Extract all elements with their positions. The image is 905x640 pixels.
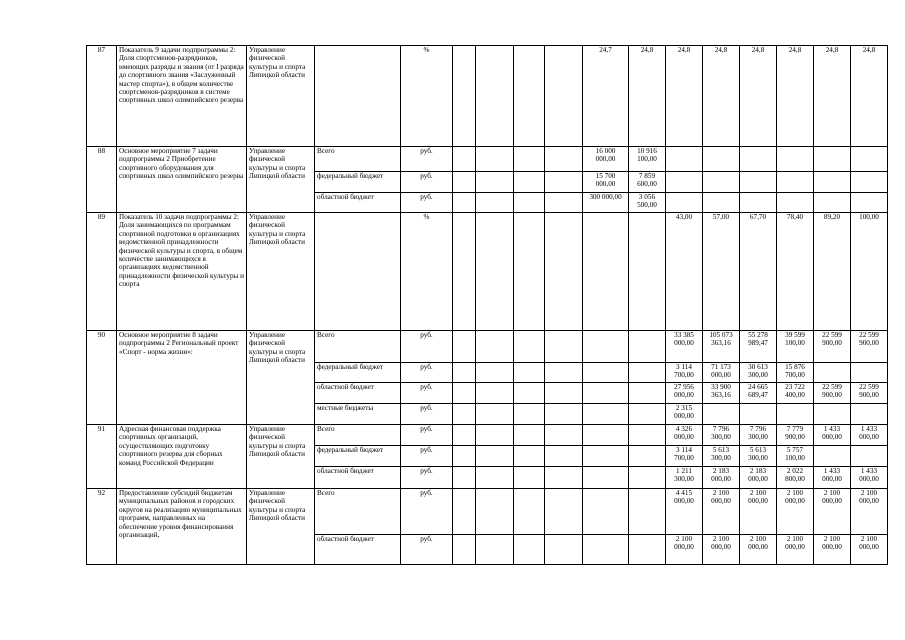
unit-cell: руб. bbox=[401, 172, 453, 193]
value-cell: 23 722 400,00 bbox=[777, 383, 814, 404]
value-cell bbox=[583, 535, 629, 565]
value-cell: 10 916 100,00 bbox=[629, 147, 666, 172]
value-cell bbox=[629, 425, 666, 446]
value-cell bbox=[851, 404, 888, 425]
value-cell: 2 100 000,00 bbox=[851, 489, 888, 535]
empty-cell bbox=[545, 363, 583, 383]
funding-source: областной бюджет bbox=[315, 535, 401, 565]
empty-cell bbox=[545, 383, 583, 404]
empty-cell bbox=[476, 46, 514, 147]
value-cell bbox=[703, 172, 740, 193]
value-cell: 4 415 000,00 bbox=[666, 489, 703, 535]
responsible-org: Управление физической культуры и спорта Липецкой области bbox=[247, 331, 315, 425]
empty-cell bbox=[514, 404, 545, 425]
empty-cell bbox=[514, 363, 545, 383]
empty-cell bbox=[476, 446, 514, 467]
unit-cell: руб. bbox=[401, 383, 453, 404]
value-cell: 22 599 900,00 bbox=[851, 383, 888, 404]
empty-cell bbox=[476, 467, 514, 489]
table-row bbox=[87, 46, 888, 147]
value-cell bbox=[629, 213, 666, 331]
empty-cell bbox=[453, 467, 476, 489]
value-cell: 2 315 000,00 bbox=[666, 404, 703, 425]
empty-cell bbox=[476, 404, 514, 425]
funding-source: федеральный бюджет bbox=[315, 172, 401, 193]
unit-cell: руб. bbox=[401, 446, 453, 467]
unit-cell: руб. bbox=[401, 404, 453, 425]
value-cell: 2 100 000,00 bbox=[814, 535, 851, 565]
row-number: 87 bbox=[87, 46, 117, 147]
value-cell bbox=[777, 404, 814, 425]
value-cell bbox=[629, 489, 666, 535]
value-cell bbox=[629, 404, 666, 425]
value-cell bbox=[703, 404, 740, 425]
empty-cell bbox=[453, 404, 476, 425]
value-cell: 22 599 900,00 bbox=[814, 331, 851, 363]
value-cell: 89,20 bbox=[814, 213, 851, 331]
value-cell: 1 433 000,00 bbox=[851, 425, 888, 446]
value-cell bbox=[740, 172, 777, 193]
value-cell: 2 100 000,00 bbox=[851, 535, 888, 565]
value-cell: 3 056 500,00 bbox=[629, 193, 666, 213]
value-cell bbox=[703, 193, 740, 213]
value-cell bbox=[666, 147, 703, 172]
value-cell bbox=[583, 489, 629, 535]
value-cell: 27 956 000,00 bbox=[666, 383, 703, 404]
row-title: Адресная финансовая поддержка спортивных организаций, осуществляющих подготовку спортивного резерва для сборных команд Российской Федерации bbox=[117, 425, 247, 489]
empty-cell bbox=[545, 172, 583, 193]
unit-cell: руб. bbox=[401, 425, 453, 446]
funding-source: Всего bbox=[315, 331, 401, 363]
empty-cell bbox=[545, 489, 583, 535]
unit-cell: руб. bbox=[401, 193, 453, 213]
value-cell: 2 183 000,00 bbox=[740, 467, 777, 489]
table-row bbox=[87, 425, 888, 446]
value-cell bbox=[814, 147, 851, 172]
value-cell: 300 000,00 bbox=[583, 193, 629, 213]
value-cell bbox=[777, 172, 814, 193]
value-cell: 57,00 bbox=[703, 213, 740, 331]
empty-cell bbox=[545, 193, 583, 213]
value-cell: 39 599 100,00 bbox=[777, 331, 814, 363]
value-cell bbox=[851, 363, 888, 383]
empty-cell bbox=[476, 535, 514, 565]
value-cell bbox=[851, 193, 888, 213]
value-cell bbox=[814, 404, 851, 425]
table-row bbox=[87, 489, 888, 535]
value-cell bbox=[629, 331, 666, 363]
row-title: Показатель 10 задачи подпрограммы 2: Доля занимающихся по программам спортивной подготовки в организациях ведомственной принадлежности физической культуры и спорта, в общем количестве занимающихся в организациях ведомственной принадлежности физической культуры и спорта bbox=[117, 213, 247, 331]
empty-cell bbox=[453, 425, 476, 446]
value-cell bbox=[740, 147, 777, 172]
value-cell bbox=[583, 404, 629, 425]
responsible-org: Управление физической культуры и спорта Липецкой области bbox=[247, 425, 315, 489]
empty-cell bbox=[545, 446, 583, 467]
unit-cell: руб. bbox=[401, 331, 453, 363]
value-cell: 43,00 bbox=[666, 213, 703, 331]
funding-source: областной бюджет bbox=[315, 383, 401, 404]
table-body bbox=[87, 46, 888, 565]
value-cell: 24,8 bbox=[814, 46, 851, 147]
value-cell bbox=[629, 363, 666, 383]
value-cell: 2 100 000,00 bbox=[703, 489, 740, 535]
value-cell: 7 796 300,00 bbox=[703, 425, 740, 446]
empty-cell bbox=[476, 383, 514, 404]
value-cell: 24,8 bbox=[666, 46, 703, 147]
value-cell: 67,70 bbox=[740, 213, 777, 331]
value-cell: 24 665 689,47 bbox=[740, 383, 777, 404]
empty-cell bbox=[514, 172, 545, 193]
responsible-org: Управление физической культуры и спорта Липецкой области bbox=[247, 213, 315, 331]
value-cell bbox=[740, 404, 777, 425]
value-cell bbox=[851, 147, 888, 172]
responsible-org: Управление физической культуры и спорта Липецкой области bbox=[247, 489, 315, 565]
empty-cell bbox=[545, 467, 583, 489]
empty-cell bbox=[476, 489, 514, 535]
empty-cell bbox=[514, 193, 545, 213]
value-cell bbox=[777, 147, 814, 172]
value-cell bbox=[740, 193, 777, 213]
value-cell: 1 433 000,00 bbox=[851, 467, 888, 489]
empty-cell bbox=[545, 46, 583, 147]
value-cell bbox=[629, 535, 666, 565]
funding-source: областной бюджет bbox=[315, 193, 401, 213]
value-cell: 3 114 700,00 bbox=[666, 446, 703, 467]
value-cell: 5 613 300,00 bbox=[703, 446, 740, 467]
value-cell bbox=[666, 193, 703, 213]
value-cell: 3 114 700,00 bbox=[666, 363, 703, 383]
empty-cell bbox=[514, 331, 545, 363]
empty-cell bbox=[315, 213, 401, 331]
empty-cell bbox=[545, 425, 583, 446]
empty-cell bbox=[514, 446, 545, 467]
unit-cell: % bbox=[401, 213, 453, 331]
value-cell: 5 757 100,00 bbox=[777, 446, 814, 467]
value-cell: 15 700 000,00 bbox=[583, 172, 629, 193]
unit-cell: руб. bbox=[401, 489, 453, 535]
empty-cell bbox=[514, 425, 545, 446]
value-cell: 16 000 000,00 bbox=[583, 147, 629, 172]
responsible-org: Управление физической культуры и спорта Липецкой области bbox=[247, 46, 315, 147]
value-cell bbox=[851, 446, 888, 467]
empty-cell bbox=[476, 193, 514, 213]
value-cell: 2 100 000,00 bbox=[777, 489, 814, 535]
value-cell: 2 100 000,00 bbox=[777, 535, 814, 565]
value-cell: 2 100 000,00 bbox=[814, 489, 851, 535]
funding-source: федеральный бюджет bbox=[315, 446, 401, 467]
row-number: 91 bbox=[87, 425, 117, 489]
value-cell: 24,8 bbox=[740, 46, 777, 147]
value-cell bbox=[814, 363, 851, 383]
unit-cell: руб. bbox=[401, 147, 453, 172]
empty-cell bbox=[476, 172, 514, 193]
value-cell: 1 211 300,00 bbox=[666, 467, 703, 489]
empty-cell bbox=[453, 446, 476, 467]
value-cell bbox=[583, 467, 629, 489]
value-cell bbox=[814, 172, 851, 193]
value-cell bbox=[629, 446, 666, 467]
value-cell: 7 796 300,00 bbox=[740, 425, 777, 446]
empty-cell bbox=[476, 363, 514, 383]
budget-table bbox=[86, 45, 888, 565]
value-cell: 22 599 900,00 bbox=[851, 331, 888, 363]
value-cell bbox=[703, 147, 740, 172]
unit-cell: руб. bbox=[401, 363, 453, 383]
empty-cell bbox=[453, 213, 476, 331]
value-cell: 100,00 bbox=[851, 213, 888, 331]
empty-cell bbox=[545, 331, 583, 363]
value-cell bbox=[814, 193, 851, 213]
value-cell: 7 859 600,00 bbox=[629, 172, 666, 193]
value-cell bbox=[583, 331, 629, 363]
value-cell: 2 022 800,00 bbox=[777, 467, 814, 489]
empty-cell bbox=[514, 46, 545, 147]
value-cell bbox=[851, 172, 888, 193]
value-cell: 24,8 bbox=[629, 46, 666, 147]
funding-source: областной бюджет bbox=[315, 467, 401, 489]
value-cell: 78,40 bbox=[777, 213, 814, 331]
empty-cell bbox=[514, 383, 545, 404]
empty-cell bbox=[453, 46, 476, 147]
value-cell: 4 326 000,00 bbox=[666, 425, 703, 446]
row-number: 90 bbox=[87, 331, 117, 425]
funding-source: Всего bbox=[315, 147, 401, 172]
value-cell bbox=[583, 213, 629, 331]
empty-cell bbox=[514, 489, 545, 535]
value-cell: 2 100 000,00 bbox=[740, 535, 777, 565]
funding-source: Всего bbox=[315, 425, 401, 446]
empty-cell bbox=[476, 331, 514, 363]
value-cell: 24,8 bbox=[777, 46, 814, 147]
empty-cell bbox=[315, 46, 401, 147]
unit-cell: % bbox=[401, 46, 453, 147]
value-cell bbox=[583, 363, 629, 383]
empty-cell bbox=[453, 172, 476, 193]
unit-cell: руб. bbox=[401, 467, 453, 489]
empty-cell bbox=[476, 425, 514, 446]
value-cell bbox=[777, 193, 814, 213]
empty-cell bbox=[453, 489, 476, 535]
row-title: Показатель 9 задачи подпрограммы 2: Доля спортсменов-разрядников, имеющих разряды и звания (от I разряда до спортивного звания «Заслуженный мастер спорта»), в общем количестве спортсменов-разрядников в системе спортивных школ олимпийского резерва bbox=[117, 46, 247, 147]
value-cell: 22 599 900,00 bbox=[814, 383, 851, 404]
funding-source: местные бюджеты bbox=[315, 404, 401, 425]
unit-cell: руб. bbox=[401, 535, 453, 565]
value-cell: 33 385 000,00 bbox=[666, 331, 703, 363]
table-row bbox=[87, 331, 888, 363]
value-cell: 24,7 bbox=[583, 46, 629, 147]
row-title: Предоставление субсидий бюджетам муниципальных районов и городских округов на реализацию муниципальных программ, направленных на обеспечение уровня финансирования организаций, bbox=[117, 489, 247, 565]
empty-cell bbox=[453, 193, 476, 213]
value-cell: 2 100 000,00 bbox=[740, 489, 777, 535]
empty-cell bbox=[453, 331, 476, 363]
value-cell: 24,8 bbox=[703, 46, 740, 147]
value-cell bbox=[583, 446, 629, 467]
value-cell: 33 900 363,16 bbox=[703, 383, 740, 404]
table-row bbox=[87, 147, 888, 172]
row-number: 89 bbox=[87, 213, 117, 331]
empty-cell bbox=[453, 383, 476, 404]
value-cell: 2 183 000,00 bbox=[703, 467, 740, 489]
value-cell: 2 100 000,00 bbox=[703, 535, 740, 565]
value-cell: 105 073 363,16 bbox=[703, 331, 740, 363]
value-cell bbox=[629, 467, 666, 489]
empty-cell bbox=[514, 467, 545, 489]
row-number: 92 bbox=[87, 489, 117, 565]
value-cell: 1 433 000,00 bbox=[814, 425, 851, 446]
empty-cell bbox=[514, 147, 545, 172]
empty-cell bbox=[545, 147, 583, 172]
empty-cell bbox=[545, 535, 583, 565]
funding-source: федеральный бюджет bbox=[315, 363, 401, 383]
empty-cell bbox=[545, 404, 583, 425]
value-cell: 30 613 300,00 bbox=[740, 363, 777, 383]
value-cell: 2 100 000,00 bbox=[666, 535, 703, 565]
value-cell: 5 613 300,00 bbox=[740, 446, 777, 467]
empty-cell bbox=[476, 213, 514, 331]
value-cell: 15 876 700,00 bbox=[777, 363, 814, 383]
value-cell bbox=[666, 172, 703, 193]
responsible-org: Управление физической культуры и спорта Липецкой области bbox=[247, 147, 315, 213]
value-cell: 55 278 989,47 bbox=[740, 331, 777, 363]
value-cell bbox=[583, 383, 629, 404]
empty-cell bbox=[453, 535, 476, 565]
row-title: Основное мероприятие 7 задачи подпрограммы 2 Приобретение спортивного оборудования для спортивных школ олимпийского резерва bbox=[117, 147, 247, 213]
value-cell: 71 173 000,00 bbox=[703, 363, 740, 383]
row-title: Основное мероприятие 8 задачи подпрограммы 2 Региональный проект «Спорт - норма жизни»: bbox=[117, 331, 247, 425]
value-cell bbox=[583, 425, 629, 446]
table-row bbox=[87, 213, 888, 331]
row-number: 88 bbox=[87, 147, 117, 213]
value-cell bbox=[629, 383, 666, 404]
empty-cell bbox=[514, 535, 545, 565]
value-cell: 1 433 000,00 bbox=[814, 467, 851, 489]
empty-cell bbox=[514, 213, 545, 331]
empty-cell bbox=[453, 363, 476, 383]
value-cell bbox=[814, 446, 851, 467]
value-cell: 7 779 900,00 bbox=[777, 425, 814, 446]
funding-source: Всего bbox=[315, 489, 401, 535]
value-cell: 24,8 bbox=[851, 46, 888, 147]
empty-cell bbox=[476, 147, 514, 172]
empty-cell bbox=[545, 213, 583, 331]
empty-cell bbox=[453, 147, 476, 172]
